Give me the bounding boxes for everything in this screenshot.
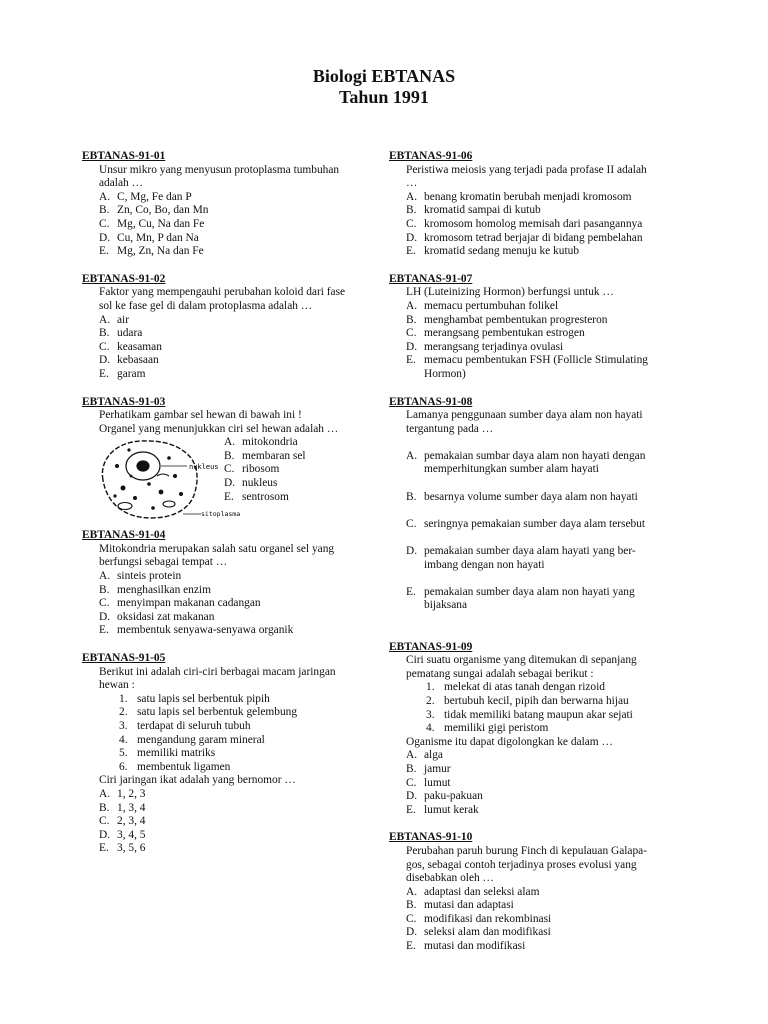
question-stem: Peristiwa meiosis yang terjadi pada profase II adalah … — [406, 163, 647, 190]
option-text: oksidasi zat makanan — [117, 610, 215, 623]
option-letter: C. — [99, 815, 110, 828]
option-d — [82, 829, 352, 843]
item-text: tidak memiliki batang maupun akar sejati — [444, 708, 633, 721]
cytoplasm-label: sitoplasma — [201, 510, 241, 519]
option-letter: D. — [99, 828, 111, 841]
option-letter: C. — [99, 597, 110, 610]
option-d — [389, 545, 659, 572]
option-text: adaptasi dan seleksi alam — [424, 885, 540, 898]
option-d — [82, 232, 352, 246]
option-b — [82, 327, 352, 341]
option-letter: D. — [406, 545, 418, 558]
option-text: nukleus — [242, 477, 278, 490]
option-letter: C. — [99, 340, 110, 353]
option-letter: D. — [99, 354, 111, 367]
item-number: 2. — [426, 694, 435, 707]
option-a — [82, 788, 352, 802]
option-b — [224, 450, 364, 464]
option-text: kromosom homolog memisah dari pasangannya — [424, 217, 643, 230]
option-text: lumut — [424, 776, 451, 789]
option-b — [82, 584, 352, 598]
item-text: bertubuh kecil, pipih dan berwarna hijau — [444, 694, 629, 707]
question-id: EBTANAS-91-03 — [82, 395, 166, 408]
option-c — [389, 913, 659, 927]
option-letter: B. — [406, 204, 417, 217]
right-column — [389, 150, 659, 954]
option-b — [82, 204, 352, 218]
option-letter: B. — [406, 899, 417, 912]
numbered-list — [82, 693, 352, 775]
question-91-02 — [82, 273, 352, 382]
option-c — [389, 218, 659, 232]
option-a — [82, 191, 352, 205]
option-c — [82, 597, 352, 611]
option-list — [389, 300, 659, 382]
option-text: keasaman — [117, 340, 162, 353]
option-e — [82, 624, 352, 638]
option-b — [389, 763, 659, 777]
option-b — [82, 802, 352, 816]
numbered-item — [82, 747, 352, 761]
numbered-item — [82, 761, 352, 775]
option-letter: C. — [406, 776, 417, 789]
option-letter: A. — [99, 570, 111, 583]
option-text: 3, 5, 6 — [117, 842, 146, 855]
option-text: seleksi alam dan modifikasi — [424, 926, 551, 939]
option-text: 3, 4, 5 — [117, 828, 146, 841]
item-text: memiliki gigi peristom — [444, 722, 549, 735]
option-list — [389, 886, 659, 954]
item-text: membentuk ligamen — [137, 760, 231, 773]
option-a — [389, 300, 659, 314]
option-e — [224, 491, 364, 505]
numbered-item — [82, 693, 352, 707]
option-text: udara — [117, 327, 143, 340]
option-letter: E. — [99, 245, 109, 258]
option-c — [82, 815, 352, 829]
option-a — [389, 749, 659, 763]
option-letter: C. — [99, 217, 110, 230]
figure-row — [82, 436, 352, 521]
option-c — [82, 341, 352, 355]
question-stem-followup: Ciri jaringan ikat adalah yang bernomor … — [99, 774, 296, 787]
option-letter: E. — [406, 803, 416, 816]
question-id: EBTANAS-91-02 — [82, 272, 166, 285]
item-text: mengandung garam mineral — [137, 733, 265, 746]
option-letter: E. — [406, 585, 416, 598]
option-list — [82, 191, 352, 259]
option-letter: D. — [406, 926, 418, 939]
numbered-item — [389, 709, 659, 723]
option-text: Mg, Zn, Na dan Fe — [117, 245, 204, 258]
option-letter: D. — [99, 610, 111, 623]
option-d — [389, 926, 659, 940]
question-91-06 — [389, 150, 659, 259]
option-letter: B. — [406, 762, 417, 775]
question-91-07 — [389, 273, 659, 382]
option-letter: A. — [406, 749, 418, 762]
question-stem: Ciri suatu organisme yang ditemukan di sepanjang pematang sungai adalah sebagai berikut : — [406, 654, 637, 680]
option-letter: B. — [99, 204, 110, 217]
option-e — [389, 245, 659, 259]
numbered-item — [82, 734, 352, 748]
question-stem: LH (Luteinizing Hormon) berfungsi untuk … — [406, 286, 614, 299]
option-c — [389, 777, 659, 791]
question-stem: Perubahan paruh burung Finch di kepulauan Galapa- gos, sebagai contoh terjadinya proses evolusi yang disebabkan oleh … — [406, 844, 648, 885]
item-text: satu lapis sel berbentuk gelembung — [137, 706, 298, 719]
option-e — [82, 368, 352, 382]
question-id: EBTANAS-91-09 — [389, 640, 473, 653]
option-letter: C. — [224, 463, 235, 476]
option-letter: B. — [224, 449, 235, 462]
question-id: EBTANAS-91-04 — [82, 529, 166, 542]
option-text: mutasi dan adaptasi — [424, 899, 514, 912]
option-text: pemakaian sumber daya alam non hayati yang bijaksana — [424, 585, 635, 612]
question-id: EBTANAS-91-06 — [389, 150, 473, 162]
item-number: 2. — [119, 706, 128, 719]
option-text: Zn, Co, Bo, dan Mn — [117, 204, 209, 217]
option-text: kromatid sampai di kutub — [424, 204, 541, 217]
option-text: kromatid sedang menuju ke kutub — [424, 245, 580, 258]
option-letter: D. — [224, 477, 236, 490]
option-list — [82, 570, 352, 638]
option-letter: A. — [406, 299, 418, 312]
option-c — [389, 327, 659, 341]
option-text: jamur — [424, 762, 451, 775]
option-text: memacu pertumbuhan folikel — [424, 299, 559, 312]
title-line-subject: Biologi EBTANAS — [312, 66, 456, 86]
question-id: EBTANAS-91-10 — [389, 831, 473, 844]
option-list — [82, 788, 352, 856]
item-text: terdapat di seluruh tubuh — [137, 720, 251, 732]
option-d — [82, 354, 352, 368]
option-text: pemakaian sumber daya alam hayati yang ber- imbang dengan non hayati — [424, 545, 636, 571]
option-e — [389, 354, 659, 381]
option-e — [389, 804, 659, 818]
question-91-08 — [389, 396, 659, 627]
option-b — [389, 491, 659, 505]
option-d — [224, 477, 364, 491]
option-letter: A. — [406, 449, 418, 462]
option-c — [389, 518, 659, 532]
question-91-05 — [82, 652, 352, 856]
option-letter: E. — [99, 367, 109, 380]
question-91-04 — [82, 529, 352, 638]
option-b — [389, 314, 659, 328]
question-stem: Faktor yang mempengauhi perubahan koloid dari fase sol ke fase gel di dalam protoplasma adalah … — [99, 286, 346, 312]
option-text: membentuk senyawa-senyawa organik — [117, 624, 294, 637]
option-letter: C. — [406, 912, 417, 925]
question-91-03 — [82, 396, 352, 522]
option-d — [389, 232, 659, 246]
question-id: EBTANAS-91-08 — [389, 395, 473, 408]
question-91-10 — [389, 831, 659, 953]
option-letter: C. — [406, 517, 417, 530]
option-text: paku-pakuan — [424, 790, 483, 803]
option-e — [389, 586, 659, 613]
option-text: sinteis protein — [117, 570, 182, 583]
option-letter: E. — [224, 490, 234, 503]
numbered-item — [82, 706, 352, 720]
item-text: melekat di atas tanah dengan rizoid — [444, 681, 605, 694]
option-text: membaran sel — [242, 449, 306, 462]
option-e — [82, 842, 352, 856]
numbered-item — [389, 681, 659, 695]
option-letter: D. — [406, 790, 418, 803]
item-number: 5. — [119, 747, 128, 760]
numbered-item — [82, 720, 352, 734]
question-id: EBTANAS-91-07 — [389, 272, 473, 285]
option-letter: A. — [99, 313, 111, 326]
option-letter: A. — [224, 436, 236, 449]
option-letter: E. — [99, 842, 109, 855]
option-letter: D. — [99, 231, 111, 244]
option-text: kebasaan — [117, 354, 159, 367]
option-a — [389, 191, 659, 205]
option-letter: B. — [99, 801, 110, 814]
option-letter: B. — [99, 327, 110, 340]
option-text: garam — [117, 367, 146, 380]
option-d — [389, 790, 659, 804]
option-text: air — [117, 313, 130, 326]
option-e — [82, 245, 352, 259]
option-letter: C. — [406, 327, 417, 340]
option-list — [389, 436, 659, 626]
option-letter: A. — [406, 190, 418, 203]
option-letter: B. — [406, 490, 417, 503]
item-number: 6. — [119, 760, 128, 773]
option-d — [82, 611, 352, 625]
question-stem: Lamanya penggunaan sumber daya alam non hayati tergantung pada … — [406, 409, 643, 435]
option-b — [389, 204, 659, 218]
option-b — [389, 899, 659, 913]
animal-cell-figure — [95, 436, 241, 522]
option-text: lumut kerak — [424, 803, 479, 816]
option-letter: C. — [406, 217, 417, 230]
option-letter: E. — [99, 624, 109, 637]
option-text: C, Mg, Fe dan P — [117, 190, 192, 203]
option-a — [224, 436, 364, 450]
option-c — [82, 218, 352, 232]
option-letter: E. — [406, 245, 416, 258]
question-91-09 — [389, 641, 659, 818]
option-a — [82, 314, 352, 328]
option-a — [82, 570, 352, 584]
option-letter: E. — [406, 354, 416, 367]
item-text: satu lapis sel berbentuk pipih — [137, 692, 270, 705]
option-list — [224, 436, 364, 504]
option-text: besarnya volume sumber daya alam non hayati — [424, 490, 638, 503]
numbered-list — [389, 681, 659, 735]
option-letter: B. — [99, 583, 110, 596]
left-column — [82, 150, 352, 856]
item-number: 4. — [426, 722, 435, 735]
option-list — [389, 749, 659, 817]
nucleus-label: nukleus — [189, 463, 219, 472]
question-stem: Unsur mikro yang menyusun protoplasma tumbuhan adalah … — [99, 163, 340, 190]
page-title — [0, 66, 768, 108]
option-d — [389, 341, 659, 355]
option-text: sentrosom — [242, 490, 289, 503]
question-id: EBTANAS-91-05 — [82, 652, 166, 665]
question-stem: Perhatikam gambar sel hewan di bawah ini ! Organel yang menunjukkan ciri sel hewan adalah … — [99, 409, 339, 435]
option-letter: A. — [99, 190, 111, 203]
option-letter: E. — [406, 940, 416, 953]
option-text: 2, 3, 4 — [117, 815, 146, 828]
option-text: 1, 3, 4 — [117, 801, 146, 814]
option-text: merangsang pembentukan estrogen — [424, 327, 585, 340]
option-c — [224, 463, 364, 477]
option-a — [389, 450, 659, 477]
item-number: 1. — [119, 692, 128, 705]
option-list — [389, 191, 659, 259]
option-text: mitokondria — [242, 436, 298, 449]
option-text: Mg, Cu, Na dan Fe — [117, 217, 205, 230]
item-number: 3. — [119, 720, 128, 732]
item-number: 4. — [119, 733, 128, 746]
option-a — [389, 886, 659, 900]
title-line-year: Tahun 1991 — [339, 87, 429, 107]
option-text: benang kromatin berubah menjadi kromosom — [424, 190, 632, 203]
option-list — [82, 314, 352, 382]
option-letter: B. — [406, 313, 417, 326]
numbered-item — [389, 695, 659, 709]
option-text: kromosom tetrad berjajar di bidang pembelahan — [424, 231, 643, 244]
option-text: merangsang terjadinya ovulasi — [424, 340, 564, 353]
item-number: 3. — [426, 708, 435, 721]
option-text: menyimpan makanan cadangan — [117, 597, 261, 610]
option-e — [389, 940, 659, 954]
option-text: ribosom — [242, 463, 280, 476]
question-stem: Berikut ini adalah ciri-ciri berbagai macam jaringan hewan : — [99, 665, 336, 692]
option-text: menghambat pembentukan progresteron — [424, 313, 608, 326]
option-text: modifikasi dan rekombinasi — [424, 912, 552, 925]
option-text: seringnya pemakaian sumber daya alam tersebut — [424, 517, 646, 530]
option-letter: A. — [99, 787, 111, 800]
option-letter: A. — [406, 885, 418, 898]
option-letter: D. — [406, 340, 418, 353]
option-text: alga — [424, 749, 443, 762]
numbered-item — [389, 722, 659, 736]
question-91-01 — [82, 150, 352, 259]
question-id: EBTANAS-91-01 — [82, 150, 166, 162]
option-text: memacu pembentukan FSH (Follicle Stimulating Hormon) — [424, 354, 648, 380]
item-text: memiliki matriks — [137, 747, 216, 760]
option-text: Cu, Mn, P dan Na — [117, 231, 199, 244]
option-text: 1, 2, 3 — [117, 787, 146, 800]
question-stem: Mitokondria merupakan salah satu organel sel yang berfungsi sebagai tempat … — [99, 542, 335, 569]
option-text: pemakaian sumbar daya alam non hayati dengan memperhitungkan sumber alam hayati — [424, 449, 646, 476]
question-stem-followup: Oganisme itu dapat digolongkan ke dalam … — [406, 735, 613, 748]
option-letter: D. — [406, 231, 418, 244]
item-number: 1. — [426, 681, 435, 694]
option-text: mutasi dan modifikasi — [424, 940, 526, 953]
option-text: menghasilkan enzim — [117, 583, 211, 596]
